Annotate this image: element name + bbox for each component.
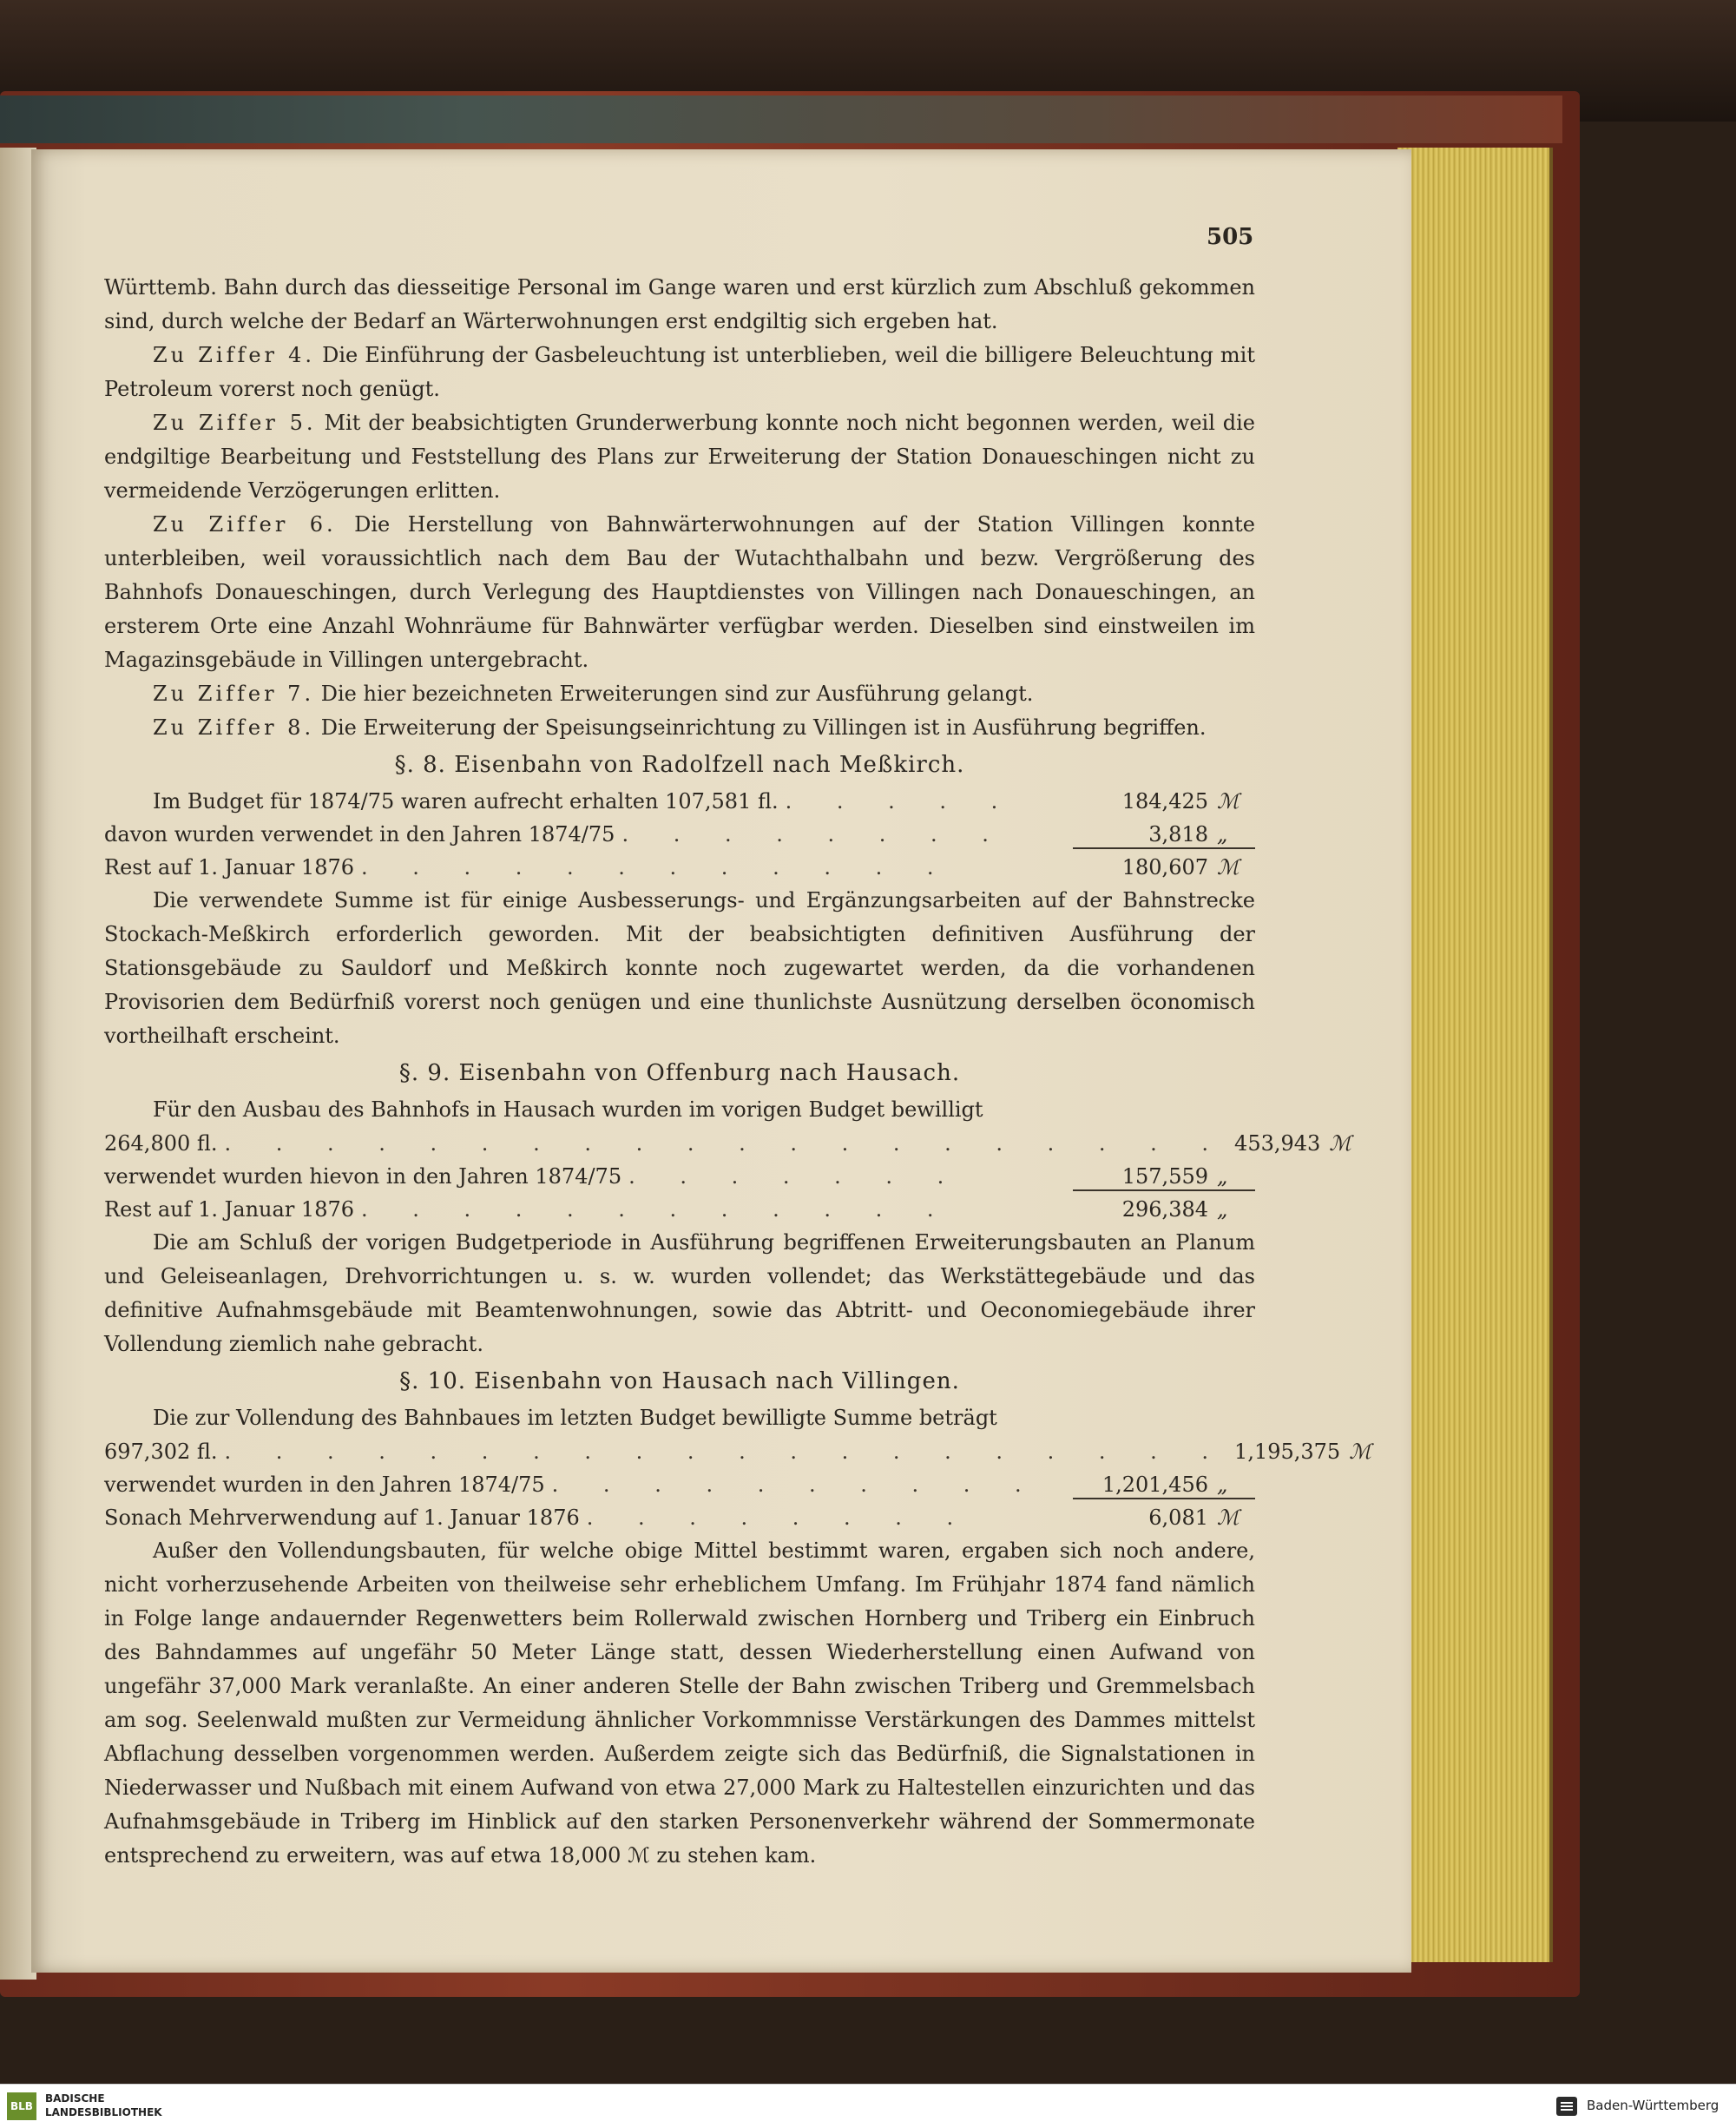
section-10-heading: §. 10. Eisenbahn von Hausach nach Villingen. <box>399 1368 960 1394</box>
page-text <box>104 271 1371 1873</box>
ziffer-7-label: Zu Ziffer 7. <box>153 682 315 706</box>
account-description: verwendet wurden hievon in den Jahren 1874/75 <box>104 1164 622 1189</box>
section-9-accounts <box>104 1127 1351 1226</box>
ziffer-8-label: Zu Ziffer 8. <box>153 715 315 740</box>
leader-dots: . . . . . . . . . . . . . . . . . . . . <box>224 1131 1228 1156</box>
account-amount: 184,425 <box>1121 789 1208 814</box>
currency-unit: „ <box>1217 1164 1228 1189</box>
section-8-heading: §. 8. Eisenbahn von Radolfzell nach Meßkirch. <box>394 752 965 778</box>
ziffer-8-paragraph <box>104 711 1255 745</box>
blb-name[interactable] <box>45 2092 162 2119</box>
section-8-accounts <box>104 785 1255 884</box>
account-row <box>104 1501 1255 1534</box>
account-description: Im Budget für 1874/75 waren aufrecht erhalten 107,581 fl. <box>153 789 779 814</box>
blb-name-line2: LANDESBIBLIOTHEK <box>45 2106 162 2118</box>
currency-unit: ℳ <box>1217 789 1240 814</box>
ziffer-5-label: Zu Ziffer 5. <box>153 411 317 435</box>
account-row <box>104 818 1255 851</box>
ziffer-7-paragraph <box>104 677 1255 711</box>
account-description: 697,302 fl. <box>104 1440 218 1464</box>
ziffer-4-text: Die Einführung der Gasbeleuchtung ist unterblieben, weil die billigere Beleuchtung mit Petroleum vorerst noch genügt. <box>104 343 1255 401</box>
blb-logo[interactable]: BLB <box>7 2092 36 2120</box>
ziffer-6-label: Zu Ziffer 6. <box>153 512 337 537</box>
currency-unit: „ <box>1217 1472 1228 1497</box>
ziffer-6-paragraph <box>104 508 1255 677</box>
leader-dots: . . . . . . . . . . . . <box>361 855 953 880</box>
section-10-intro: Die zur Vollendung des Bahnbaues im letzten Budget bewilligte Summe beträgt <box>153 1406 997 1430</box>
currency-unit: ℳ <box>1217 855 1240 880</box>
leader-dots: . . . . . <box>785 789 1017 814</box>
footer-bar <box>0 2084 1736 2128</box>
baden-wuerttemberg-label[interactable]: Baden-Württemberg <box>1587 2098 1720 2113</box>
account-description: davon wurden verwendet in den Jahren 1874/75 <box>104 822 615 847</box>
leader-dots: . . . . . . . . . . <box>551 1472 1041 1497</box>
leader-dots: . . . . . . . . . . . . <box>361 1197 953 1222</box>
currency-unit: ℳ <box>1217 1505 1240 1530</box>
leader-dots: . . . . . . . . . . . . . . . . . . . . <box>224 1440 1228 1464</box>
account-amount: 3,818 <box>1148 822 1208 847</box>
section-9-paragraph: Die am Schluß der vorigen Budgetperiode in Ausführung begriffenen Erweiterungsbauten an Planum und Geleiseanlagen, Drehvorrichtungen u. s. w. wurden vollendet; das Werkstättegebäude und das definitive Aufnahmsgebäude mit Beamtenwohnungen, sowie das Abtritt- und Oeconomiegebäude ihrer Vollendung ziemlich nahe gebracht. <box>104 1230 1255 1356</box>
account-amount: 157,559 <box>1121 1164 1208 1189</box>
section-9-intro: Für den Ausbau des Bahnhofs in Hausach wurden im vorigen Budget bewilligt <box>153 1097 983 1122</box>
account-amount: 1,201,456 <box>1101 1472 1208 1497</box>
intro-paragraph: Württemb. Bahn durch das diesseitige Personal im Gange waren und erst kürzlich zum Abschluß gekommen sind, durch welche der Bedarf an Wärterwohnungen erst endgiltig sich ergeben hat. <box>104 275 1255 333</box>
account-description: Rest auf 1. Januar 1876 <box>104 1197 354 1222</box>
book-spine-top <box>0 96 1562 143</box>
currency-unit: ℳ <box>1329 1131 1351 1156</box>
account-amount: 296,384 <box>1121 1197 1208 1222</box>
ziffer-4-paragraph <box>104 339 1255 406</box>
ziffer-5-paragraph <box>104 406 1255 508</box>
ziffer-6-text: Die Herstellung von Bahnwärterwohnungen auf der Station Villingen konnte unterbleiben, weil voraussichtlich nach dem Bau der Wutachthalbahn und bezw. Vergrößerung des Bahnhofs Donaueschingen, durch Verlegung des Hauptdienstes von Villingen nach Donaueschingen, an ersterem Orte eine Anzahl Wohnräume für Bahnwärter verfügbar werden. Dieselben sind einstweilen im Magazinsgebäude in Villingen untergebracht. <box>104 512 1255 672</box>
section-8-paragraph: Die verwendete Summe ist für einige Ausbesserungs- und Ergänzungsarbeiten auf der Bahnstrecke Stockach-Meßkirch erforderlich geworden. Mit der beabsichtigten definitiven Ausführung der Stationsgebäude zu Sauldorf und Meßkirch konnte noch zugewartet werden, da die vorhandenen Provisorien dem Bedürfniß vorerst noch genügen und eine thunlichste Ausnützung derselben öconomisch vortheilhaft erscheint. <box>104 888 1255 1048</box>
currency-unit: „ <box>1217 1197 1228 1222</box>
account-row <box>104 785 1255 818</box>
account-description: Rest auf 1. Januar 1876 <box>104 855 354 880</box>
account-amount: 1,195,375 <box>1234 1440 1341 1464</box>
account-row <box>104 1435 1371 1468</box>
account-row <box>104 1193 1255 1226</box>
ziffer-4-label: Zu Ziffer 4. <box>153 343 315 367</box>
account-row <box>104 1160 1255 1193</box>
account-description: verwendet wurden in den Jahren 1874/75 <box>104 1472 545 1497</box>
page-edges <box>1397 148 1553 1962</box>
ziffer-8-text: Die Erweiterung der Speisungseinrichtung zu Villingen ist in Ausführung begriffen. <box>320 715 1207 740</box>
page-number: 505 <box>1207 224 1254 250</box>
leader-dots: . . . . . . . . <box>621 822 1008 847</box>
account-row <box>104 851 1255 884</box>
currency-unit: „ <box>1217 822 1228 847</box>
account-amount: 180,607 <box>1121 855 1208 880</box>
account-description: 264,800 fl. <box>104 1131 218 1156</box>
account-row <box>104 1127 1351 1160</box>
leader-dots: . . . . . . . <box>628 1164 963 1189</box>
lions-coat-of-arms-icon[interactable] <box>1554 2093 1580 2119</box>
account-amount: 453,943 <box>1234 1131 1321 1156</box>
account-amount: 6,081 <box>1148 1505 1208 1530</box>
section-9-heading: §. 9. Eisenbahn von Offenburg nach Hausach. <box>398 1060 961 1086</box>
account-row <box>104 1468 1255 1501</box>
section-10-accounts <box>104 1435 1371 1534</box>
ziffer-7-text: Die hier bezeichneten Erweiterungen sind zur Ausführung gelangt. <box>320 682 1034 706</box>
blb-name-line1: BADISCHE <box>45 2092 105 2105</box>
ziffer-5-text: Mit der beabsichtigten Grunderwerbung konnte noch nicht begonnen werden, weil die endgiltige Bearbeitung und Feststellung des Plans zur Erweiterung der Station Donaueschingen nicht zu vermeidende Verzögerungen erlitten. <box>104 411 1255 503</box>
account-description: Sonach Mehrverwendung auf 1. Januar 1876 <box>104 1505 580 1530</box>
section-10-paragraph: Außer den Vollendungsbauten, für welche obige Mittel bestimmt waren, ergaben sich noch andere, nicht vorherzusehende Arbeiten von theilweise sehr erheblichem Umfang. Im Frühjahr 1874 fand nämlich in Folge lange andauernder Regenwetters beim Rollerwald zwischen Hornberg und Triberg ein Einbruch des Bahndammes auf ungefähr 50 Meter Länge statt, dessen Wiederherstellung einen Aufwand von ungefähr 37,000 Mark veranlaßte. An einer anderen Stelle der Bahn zwischen Triberg und Gremmelsbach am sog. Seelenwald mußten zur Vermeidung ähnlicher Vorkommnisse Verstärkungen des Dammes mittelst Abflachung desselben vorgenommen werden. Außerdem zeigte sich das Bedürfniß, die Signalstationen in Niederwasser und Nußbach mit einem Aufwand von etwa 27,000 Mark zu Haltestellen einzurichten und das Aufnahmsgebäude in Triberg im Hinblick auf den starken Personenverkehr während der Sommermonate entsprechend zu erweitern, was auf etwa 18,000 ℳ zu stehen kam. <box>104 1538 1255 1868</box>
leader-dots: . . . . . . . . <box>586 1505 973 1530</box>
currency-unit: ℳ <box>1349 1440 1371 1464</box>
